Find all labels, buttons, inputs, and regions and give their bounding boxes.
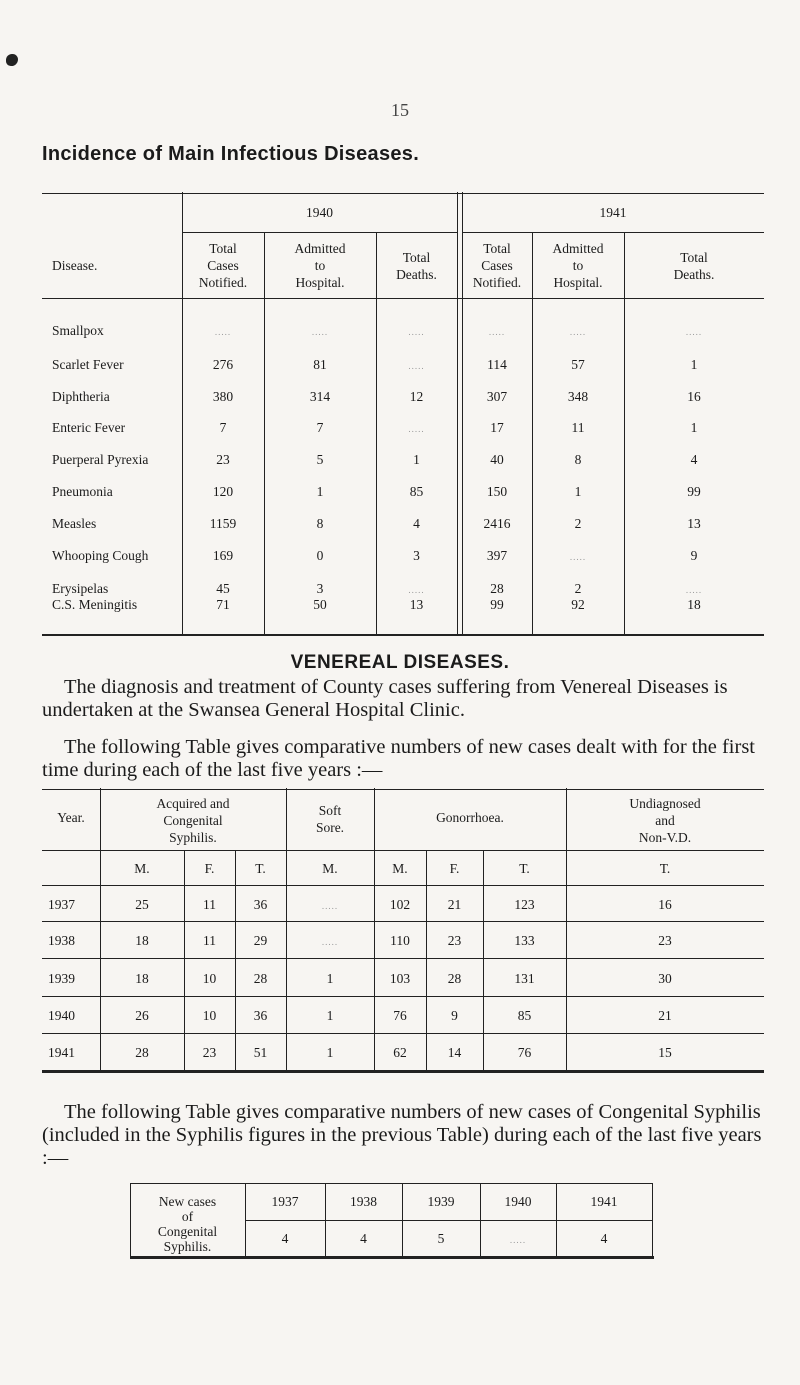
vd-value: 131 [514, 971, 535, 986]
vd-value: 36 [253, 897, 268, 912]
vd-value: 15 [658, 1045, 672, 1060]
disease-value: 81 [313, 357, 327, 372]
congenital-value: 4 [281, 1231, 289, 1246]
vd-value: ..... [321, 901, 339, 911]
disease-value: 45 [216, 581, 230, 596]
disease-value: 2 [574, 516, 582, 531]
sub-header: M. [322, 861, 338, 876]
disease-value: 23 [216, 452, 230, 467]
disease-value: 1159 [209, 516, 237, 531]
disease-value: ..... [488, 327, 506, 337]
vd-value: 10 [202, 1008, 217, 1023]
disease-name: Measles [52, 516, 97, 531]
disease-value: 0 [316, 548, 324, 563]
disease-name: Pneumonia [52, 484, 113, 499]
disease-value: 50 [313, 597, 327, 612]
congenital-intro-paragraph: The following Table gives comparative numbers of new cases of Congenital Syphilis (included in the Syphilis figures in the previous Table) during each of the last five years :— [42, 1101, 762, 1169]
col-header-cases-1940: Total Cases Notified. [198, 241, 248, 290]
disease-value: 99 [687, 484, 701, 499]
year-cell: 1940 [48, 1008, 75, 1023]
disease-value: 40 [490, 452, 504, 467]
disease-value: 8 [316, 516, 324, 531]
year-header-1941: 1941 [599, 205, 627, 220]
disease-value: 1 [574, 484, 582, 499]
vd-value: 16 [658, 897, 672, 912]
vd-value: 28 [447, 971, 462, 986]
sub-header: T. [255, 861, 266, 876]
vd-value: 62 [393, 1045, 407, 1060]
congenital-year: 1937 [271, 1194, 299, 1209]
disease-value: ..... [685, 327, 703, 337]
disease-value: ..... [569, 327, 587, 337]
disease-value: 9 [690, 548, 698, 563]
disease-value: 1 [413, 452, 420, 467]
vd-value: 102 [389, 897, 411, 912]
disease-value: 13 [687, 516, 701, 531]
disease-value: 120 [212, 484, 234, 499]
disease-value: 3 [316, 581, 324, 596]
page-title: Incidence of Main Infectious Diseases. [42, 143, 420, 165]
disease-value: 16 [687, 389, 701, 404]
vd-value: 28 [253, 971, 268, 986]
col-header-cases-1941: Total Cases Notified. [472, 241, 522, 290]
col-header-year: Year. [57, 810, 85, 825]
vd-value: 103 [389, 971, 411, 986]
disease-value: 150 [486, 484, 508, 499]
vd-value: 23 [447, 933, 462, 948]
vd-value: 25 [135, 897, 149, 912]
disease-value: 276 [212, 357, 234, 372]
congenital-year: 1940 [504, 1194, 532, 1209]
vd-value: 18 [135, 933, 149, 948]
vd-value: 76 [393, 1008, 407, 1023]
col-header-soft-sore: Soft Sore. [315, 803, 345, 835]
vd-value: 26 [135, 1008, 149, 1023]
disease-value: 92 [571, 597, 585, 612]
year-cell: 1937 [48, 897, 75, 912]
col-header-deaths-1941: Total Deaths. [673, 250, 715, 282]
vd-value: 123 [514, 897, 535, 912]
year-cell: 1941 [48, 1045, 75, 1060]
disease-value: 8 [574, 452, 582, 467]
disease-value: 4 [690, 452, 698, 467]
congenital-value: 4 [360, 1231, 367, 1246]
congenital-value: 5 [437, 1231, 445, 1246]
vd-value: 1 [326, 971, 334, 986]
congenital-year: 1941 [590, 1194, 618, 1209]
disease-value: 114 [487, 357, 507, 372]
disease-value: ..... [408, 327, 425, 337]
disease-value: 12 [409, 389, 424, 404]
disease-value: ..... [408, 361, 425, 371]
vd-value: 9 [451, 1008, 458, 1023]
disease-value: ..... [408, 585, 425, 595]
vd-value: 10 [202, 971, 217, 986]
disease-name: Enteric Fever [52, 420, 126, 435]
disease-value: 1 [690, 420, 698, 435]
vd-value: 21 [447, 897, 462, 912]
disease-value: 3 [413, 548, 420, 563]
col-header-deaths-1940: Total Deaths. [396, 250, 437, 282]
vd-value: 21 [658, 1008, 672, 1023]
sub-header: F. [449, 861, 460, 876]
congenital-row-label: New cases of Congenital Syphilis. [157, 1194, 218, 1254]
vd-value: 30 [658, 971, 672, 986]
vd-value: 11 [203, 897, 216, 912]
disease-value: 28 [490, 581, 504, 596]
disease-name: Whooping Cough [52, 548, 149, 563]
disease-value: 4 [413, 516, 420, 531]
disease-value: 18 [687, 597, 701, 612]
disease-value: 11 [571, 420, 585, 435]
disease-value: ..... [311, 327, 329, 337]
col-header-syphilis: Acquired and Congenital Syphilis. [156, 796, 230, 845]
vd-value: 14 [447, 1045, 462, 1060]
disease-value: 2416 [483, 516, 511, 531]
col-header-gonorrhoea: Gonorrhoea. [436, 810, 504, 825]
disease-value: 380 [212, 389, 234, 404]
sub-header: M. [392, 861, 408, 876]
vd-value: 23 [202, 1045, 217, 1060]
disease-value: 1 [690, 357, 698, 372]
disease-value: ..... [569, 552, 587, 562]
congenital-year: 1939 [427, 1194, 455, 1209]
vd-value: 23 [658, 933, 672, 948]
vd-value: 18 [135, 971, 149, 986]
sub-header: M. [134, 861, 150, 876]
year-header-1940: 1940 [306, 205, 333, 220]
vd-value: ..... [321, 937, 339, 947]
disease-value: 2 [574, 581, 582, 596]
disease-value: ..... [214, 327, 232, 337]
vd-value: 11 [203, 933, 216, 948]
year-cell: 1939 [48, 971, 75, 986]
vd-value: 110 [390, 933, 410, 948]
page-number: 15 [391, 100, 409, 120]
intro-paragraph: The diagnosis and treatment of County cases suffering from Venereal Diseases is undertaken at the Swansea General Hospital Clinic. [42, 676, 728, 721]
disease-name: Smallpox [52, 323, 104, 338]
col-header-hospital-1940: Admitted to Hospital. [294, 241, 346, 290]
sub-header: T. [659, 861, 671, 876]
disease-name: Puerperal Pyrexia [52, 452, 149, 467]
disease-value: 397 [486, 548, 508, 563]
disease-value: 169 [212, 548, 234, 563]
disease-value: 7 [219, 420, 227, 435]
vd-value: 1 [326, 1008, 334, 1023]
disease-value: ..... [685, 585, 703, 595]
vd-value: 85 [517, 1008, 532, 1023]
vd-value: 28 [135, 1045, 149, 1060]
disease-value: 314 [309, 389, 331, 404]
disease-value: 85 [409, 484, 424, 499]
sub-header: T. [519, 861, 530, 876]
disease-value: ..... [408, 424, 425, 434]
disease-name: Erysipelas [52, 581, 109, 596]
disease-value: 71 [216, 597, 230, 612]
sub-header: F. [204, 861, 215, 876]
disease-value: 13 [409, 597, 424, 612]
disease-name: Scarlet Fever [52, 357, 124, 372]
disease-value: 1 [316, 484, 324, 499]
congenital-value: ..... [509, 1235, 527, 1245]
disease-value: 348 [567, 389, 589, 404]
col-header-disease: Disease. [52, 258, 98, 273]
vd-value: 76 [517, 1045, 532, 1060]
disease-value: 17 [490, 420, 504, 435]
col-header-hospital-1941: Admitted to Hospital. [552, 241, 604, 290]
vd-value: 133 [514, 933, 535, 948]
disease-value: 99 [490, 597, 504, 612]
vd-value: 1 [326, 1045, 334, 1060]
table-intro-paragraph: The following Table gives comparative numbers of new cases dealt with for the first time during each of the last five years :— [42, 736, 755, 781]
disease-value: 5 [316, 452, 324, 467]
col-header-undiagnosed: Undiagnosed and Non-V.D. [629, 796, 701, 845]
disease-value: 307 [486, 389, 508, 404]
section-heading: VENEREAL DISEASES. [290, 652, 510, 673]
disease-value: 7 [316, 420, 324, 435]
vd-value: 29 [253, 933, 268, 948]
congenital-value: 4 [600, 1231, 608, 1246]
vd-value: 36 [253, 1008, 268, 1023]
disease-name: C.S. Meningitis [52, 597, 138, 612]
congenital-year: 1938 [350, 1194, 377, 1209]
disease-name: Diphtheria [52, 389, 110, 404]
ink-blot [6, 54, 18, 66]
disease-value: 57 [571, 357, 585, 372]
vd-value: 51 [253, 1045, 268, 1060]
year-cell: 1938 [48, 933, 75, 948]
